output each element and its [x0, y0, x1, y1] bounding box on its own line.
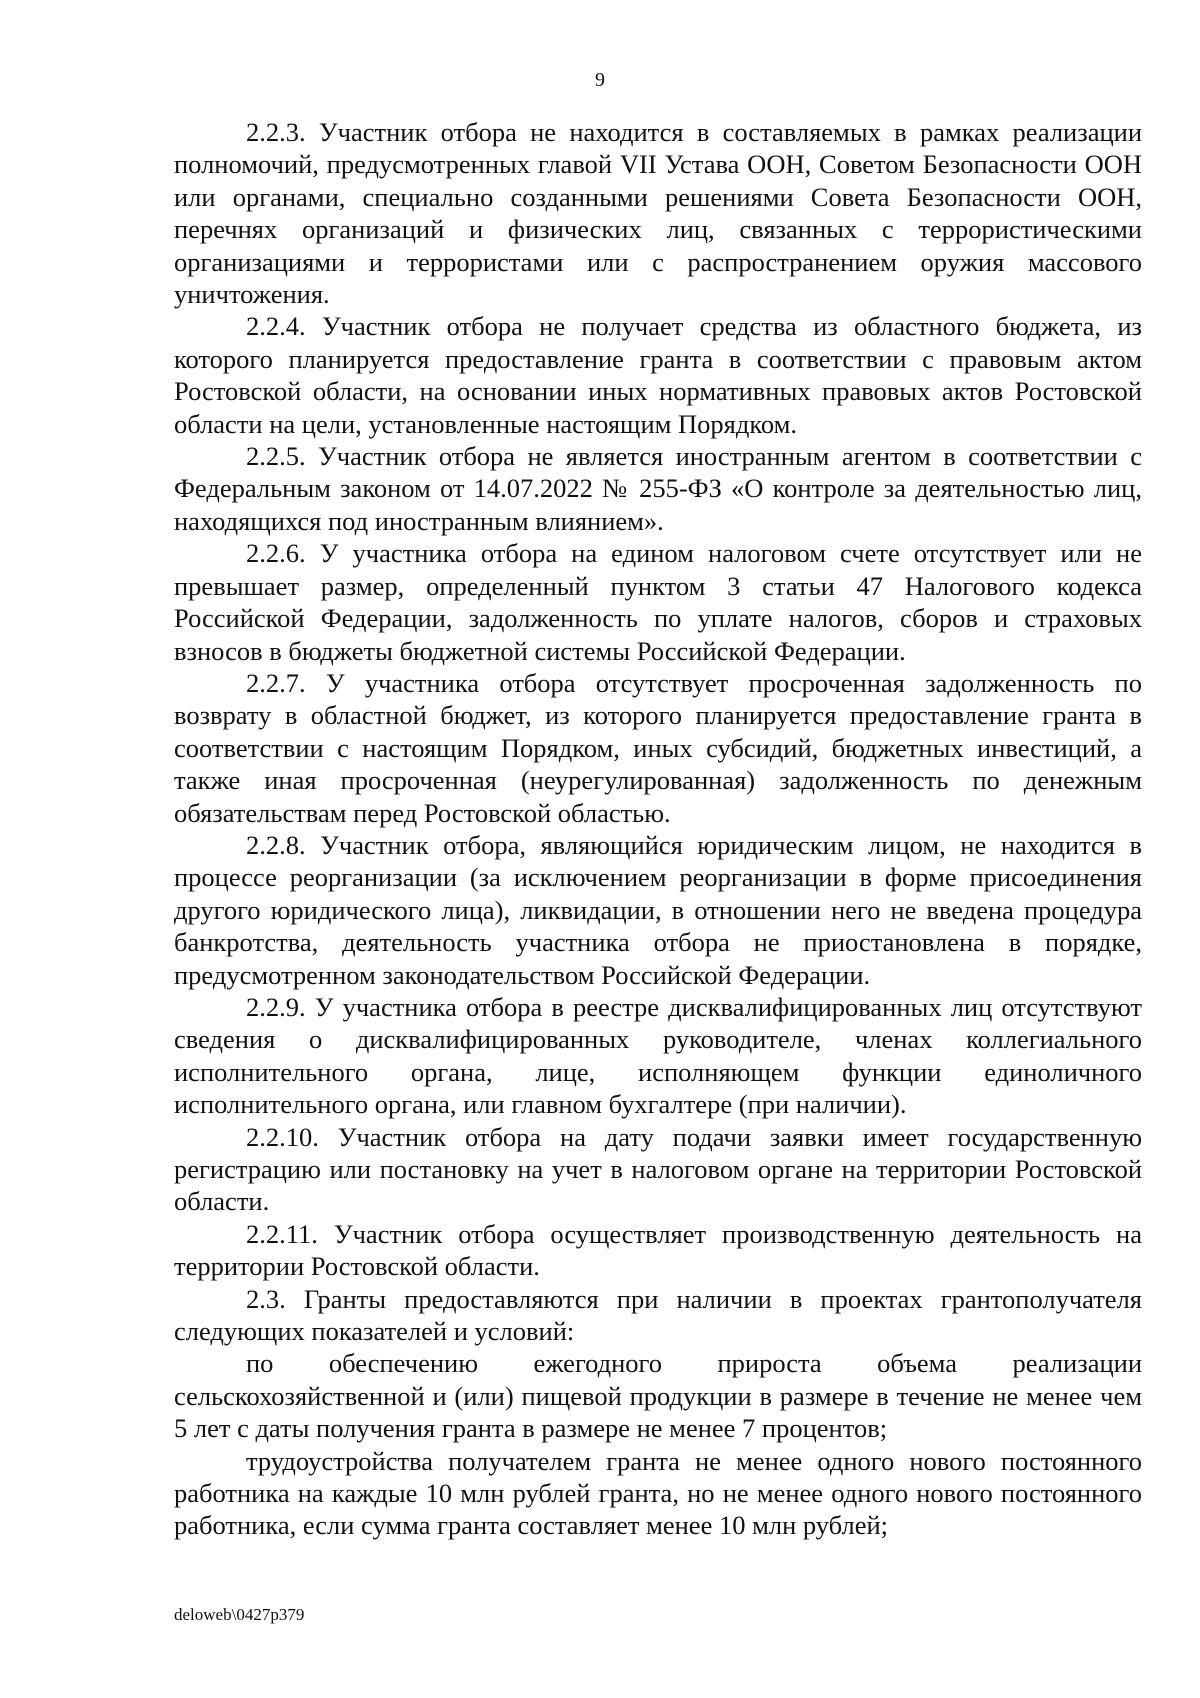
paragraph-2-2-6: 2.2.6. У участника отбора на едином налоговом счете отсутствует или не превышает размер, определенный пунктом 3 статьи 47 Налогового кодекса Российской Федерации, задолженность по уплате налогов, сборов и страховых взносов в бюджеты бюджетной системы Российской Федерации. — [174, 538, 1142, 666]
paragraph-2-2-9: 2.2.9. У участника отбора в реестре дисквалифицированных лиц отсутствуют сведения о дисквалифицированных руководителе, членах коллегиального исполнительного органа, лице, исполняющем функции единоличного исполнительного органа, или главном бухгалтере (при наличии). — [174, 991, 1142, 1120]
paragraph-2-2-7: 2.2.7. У участника отбора отсутствует просроченная задолженность по возврату в областной бюджет, из которого планируется предоставление гранта в соответствии с настоящим Порядком, иных субсидий, бюджетных инвестиций, а также иная просроченная (неурегулированная) задолженность по денежным обязательствам перед Ростовской областью. — [174, 667, 1142, 828]
paragraph-condition-growth: по обеспечению ежегодного прироста объема реализации сельскохозяйственной и (или) пищевой продукции в размере в течение не менее чем 5 лет с даты получения гранта в размере не менее 7 процентов; — [174, 1348, 1142, 1444]
paragraph-2-2-3: 2.2.3. Участник отбора не находится в составляемых в рамках реализации полномочий, предусмотренных главой VII Устава ООН, Советом Безопасности ООН или органами, специально созданными решениями Совета Безопасности ООН, перечнях организаций и физических лиц, связанных с террористическими организациями и террористами или с распространением оружия массового уничтожения. — [174, 117, 1142, 310]
page-number: 9 — [595, 69, 605, 91]
document-code-footer: deloweb\0427p379 — [174, 1605, 305, 1624]
paragraph-2-2-4: 2.2.4. Участник отбора не получает средства из областного бюджета, из которого планируется предоставление гранта в соответствии с правовым актом Ростовской области, на основании иных нормативных правовых актов Ростовской области на цели, установленные настоящим Порядком. — [174, 311, 1142, 439]
paragraph-2-2-10: 2.2.10. Участник отбора на дату подачи заявки имеет государственную регистрацию или постановку на учет в налоговом органе на территории Ростовской области. — [174, 1121, 1142, 1217]
paragraph-2-3: 2.3. Гранты предоставляются при наличии в проектах грантополучателя следующих показателей и условий: — [174, 1283, 1142, 1347]
paragraph-condition-employment: трудоустройства получателем гранта не менее одного нового постоянного работника на каждые 10 млн рублей гранта, но не менее одного нового постоянного работника, если сумма гранта составляет менее 10 млн рублей; — [174, 1445, 1142, 1541]
paragraph-2-2-8: 2.2.8. Участник отбора, являющийся юридическим лицом, не находится в процессе реорганизации (за исключением реорганизации в форме присоединения другого юридического лица), ликвидации, в отношении него не введена процедура банкротства, деятельность участника отбора не приостановлена в порядке, предусмотренном законодательством Российской Федерации. — [174, 829, 1142, 990]
paragraph-2-2-5: 2.2.5. Участник отбора не является иностранным агентом в соответствии с Федеральным законом от 14.07.2022 № 255-ФЗ «О контроле за деятельностью лиц, находящихся под иностранным влиянием». — [174, 441, 1142, 536]
document-body — [174, 116, 1142, 1542]
paragraph-2-2-11: 2.2.11. Участник отбора осуществляет производственную деятельность на территории Ростовской области. — [174, 1218, 1142, 1282]
